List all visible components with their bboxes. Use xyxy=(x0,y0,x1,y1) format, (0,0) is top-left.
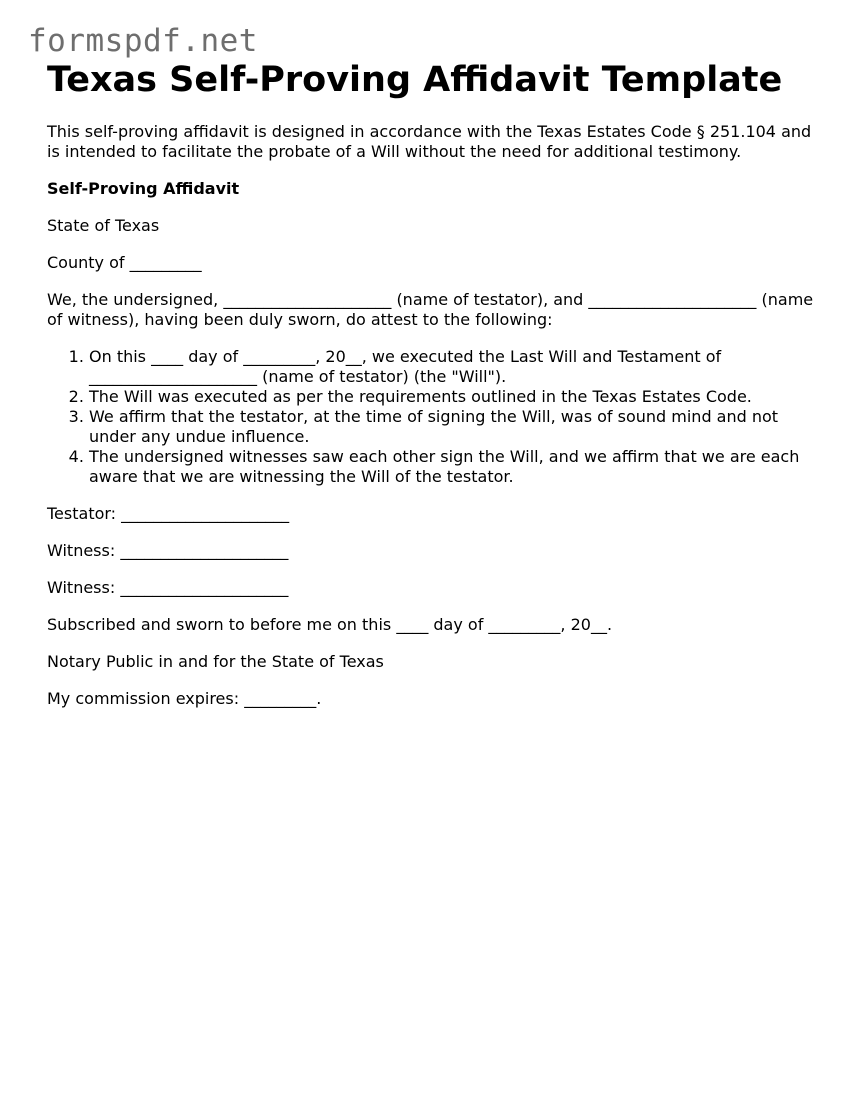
page-title: Texas Self-Proving Affidavit Template xyxy=(47,60,783,100)
testator-signature-line: Testator: _____________________ xyxy=(47,504,290,523)
witness-signature-line-1: Witness: _____________________ xyxy=(47,541,289,560)
attestation-paragraph: We, the undersigned, _____________________ (name of testator), and _____________________ (name of witness), having been duly sworn, do attest to the following: xyxy=(47,290,814,329)
watermark-logo: formspdf.net xyxy=(28,23,258,59)
document-page xyxy=(47,58,822,709)
section-heading: Self-Proving Affidavit xyxy=(47,179,240,198)
county-line: County of _________ xyxy=(47,253,202,272)
commission-expires-line: My commission expires: _________. xyxy=(47,689,322,708)
attestation-list xyxy=(47,347,822,487)
list-item: 2. The Will was executed as per the requirements outlined in the Texas Estates Code. xyxy=(89,387,822,407)
notary-public-line: Notary Public in and for the State of Texas xyxy=(47,652,384,671)
witness-signature-line-2: Witness: _____________________ xyxy=(47,578,289,597)
list-item: 1. On this ____ day of _________, 20__, we executed the Last Will and Testament of _____________________ (name of testator) (the "Will"). xyxy=(89,347,822,387)
intro-paragraph: This self-proving affidavit is designed in accordance with the Texas Estates Code § 251.104 and is intended to facilitate the probate of a Will without the need for additional testimony. xyxy=(47,122,812,161)
state-line: State of Texas xyxy=(47,216,160,235)
subscribed-sworn-line: Subscribed and sworn to before me on this ____ day of _________, 20__. xyxy=(47,615,613,634)
list-item: 4. The undersigned witnesses saw each other sign the Will, and we affirm that we are each aware that we are witnessing the Will of the testator. xyxy=(89,447,822,487)
list-item: 3. We affirm that the testator, at the time of signing the Will, was of sound mind and not under any undue influence. xyxy=(89,407,822,447)
